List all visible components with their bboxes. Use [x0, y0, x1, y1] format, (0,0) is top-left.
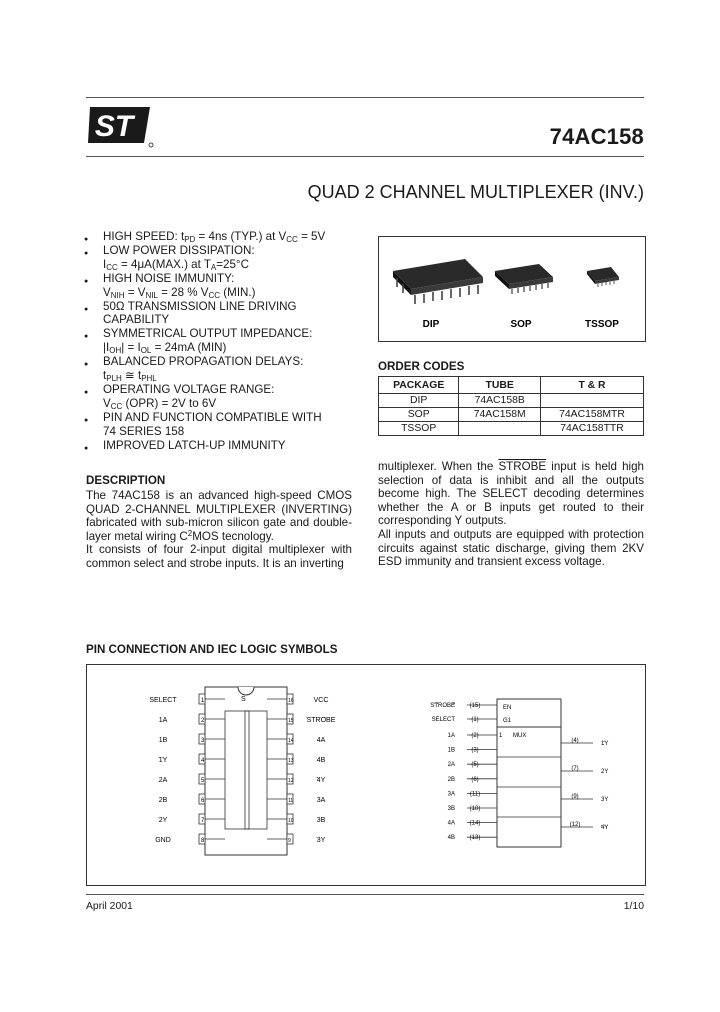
- pin-number-left: 7: [201, 818, 205, 824]
- pin-number-right: 16: [288, 698, 294, 704]
- feature-voltage: ● OPERATING VOLTAGE RANGE: $V_{CC}$ (OPR) = 2V to 6V: [84, 382, 275, 411]
- iec-input-number: (11): [469, 791, 481, 798]
- pin-number-right: 13: [288, 758, 294, 764]
- pin-label-right: STROBE: [306, 717, 336, 724]
- description-heading: DESCRIPTION: [86, 474, 166, 487]
- top-rule: [86, 97, 644, 98]
- iec-g-label: G1: [503, 718, 512, 724]
- pin-number-left: 3: [201, 738, 205, 744]
- pin-connection-diagram: [87, 665, 645, 885]
- pin-number-left: 4: [201, 758, 205, 764]
- table-row: [379, 422, 644, 436]
- pin-number-left: 2: [201, 718, 205, 724]
- iec-input-number: (13): [469, 835, 481, 842]
- pin-number-left: 8: [201, 838, 205, 844]
- feature-latch: ● IMPROVED LATCH-UP IMMUNITY: [84, 438, 286, 452]
- package-label-sop: SOP: [510, 319, 532, 330]
- pin-label-left: 2B: [158, 797, 168, 804]
- pin-label-right: VCC: [313, 697, 329, 704]
- cell: SOP: [379, 408, 459, 422]
- iec-output-label: 4Y: [601, 825, 609, 831]
- chip-notch: [238, 687, 254, 695]
- pin-number-right: 12: [288, 778, 294, 784]
- cell: 74AC158MTR: [541, 408, 644, 422]
- feature-impedance: ● SYMMETRICAL OUTPUT IMPEDANCE: $|I_{OH}| = I_{OL} = 24mA$ (MIN): [84, 327, 313, 356]
- pin-label-right: 4Y: [316, 777, 326, 784]
- chip-outline: [205, 687, 287, 855]
- iec-output-label: 2Y: [601, 769, 609, 775]
- iec-input-number: (14): [469, 820, 481, 827]
- iec-output-label: 1Y: [601, 741, 609, 747]
- pin-number-right: 14: [288, 738, 294, 744]
- page-title: QUAD 2 CHANNEL MULTIPLEXER (INV.): [307, 182, 644, 202]
- footer-page: 1/10: [623, 901, 644, 912]
- description-left: The 74AC158 is an advanced high-speed CMOS QUAD 2-CHANNEL MULTIPLEXER (INVERTING) fabricated with sub-micron silicon gate and double-layer metal wiring $C^2MOS$ tecnology. It consists of four 2-input digital multiplexer with common select and strobe inputs. It is an inverting: [86, 489, 352, 570]
- pin-section-title: PIN CONNECTION AND IEC LOGIC SYMBOLS: [86, 643, 338, 656]
- iec-input-label: 1B: [447, 747, 455, 754]
- table-header-row: [379, 377, 644, 394]
- pin-label-left: SELECT: [149, 697, 177, 704]
- iec-input-label: 3B: [447, 806, 455, 812]
- cell: TSSOP: [379, 422, 459, 436]
- pin-diagram-box: [86, 664, 646, 886]
- iec-input-label: 4A: [447, 820, 455, 827]
- package-label-tssop: TSSOP: [585, 319, 619, 330]
- pin-label-left: 1Y: [158, 757, 168, 764]
- col-tube: TUBE: [459, 377, 541, 394]
- col-package: PACKAGE: [379, 377, 459, 394]
- pin-number-left: 5: [201, 778, 205, 784]
- iec-input-label: 3A: [447, 791, 455, 798]
- col-tr: T & R: [541, 377, 644, 394]
- pin-number-right: 11: [288, 798, 294, 804]
- iec-one-label: 1: [499, 733, 503, 739]
- st-logo-icon: [86, 105, 156, 149]
- pin-number-right: 15: [288, 718, 294, 724]
- iec-output-number: (7): [571, 766, 579, 772]
- header-rule: [86, 156, 644, 157]
- footer-date: April 2001: [86, 901, 133, 912]
- feature-noise: ● HIGH NOISE IMMUNITY: $V_{NIH} = V_{NIL} = 28$ % $V_{CC}$ (MIN.): [84, 271, 256, 300]
- iec-input-number: (5): [471, 762, 479, 769]
- iec-input-label: 1A: [447, 733, 455, 739]
- pin-number-right: 10: [288, 818, 294, 824]
- footer-rule: [86, 894, 644, 895]
- iec-input-label: STROBE: [430, 703, 455, 709]
- table-row: [379, 394, 644, 408]
- iec-output-number: (9): [571, 794, 579, 800]
- iec-input-label: 2A: [447, 762, 455, 769]
- pin-number-left: 1: [201, 698, 205, 704]
- package-label-dip: DIP: [422, 319, 440, 330]
- feature-line: ● 50Ω TRANSMISSION LINE DRIVING CAPABILITY: [84, 299, 297, 327]
- iec-input-number: (3): [471, 747, 479, 754]
- order-codes-title: ORDER CODES: [378, 360, 465, 373]
- sop-package-icon: [495, 264, 553, 294]
- cell: 74AC158TTR: [541, 422, 644, 436]
- iec-input-number: (10): [469, 806, 481, 812]
- iec-output-label: 3Y: [601, 797, 609, 803]
- cell: 74AC158B: [459, 394, 541, 408]
- iec-output-number: (12): [569, 822, 581, 828]
- table-row: [379, 408, 644, 422]
- iec-output-number: (4): [571, 738, 579, 744]
- feature-list: [84, 230, 364, 453]
- package-box: [378, 236, 646, 342]
- pin-label-right: 4A: [316, 737, 326, 744]
- iec-input-label: 4B: [447, 835, 455, 842]
- tssop-package-icon: [587, 267, 619, 287]
- iec-input-number: (6): [471, 776, 479, 783]
- pin-label-right: 3Y: [316, 837, 326, 844]
- iec-input-number: (1): [471, 717, 479, 723]
- feature-power: ● LOW POWER DISSIPATION: $I_{CC} = 4\mu A(MAX.)$ at $T_A=25^\circ C$: [84, 243, 255, 272]
- iec-input-label: 2B: [447, 776, 455, 783]
- iec-mux-label: MUX: [513, 733, 527, 739]
- logo-text: ST: [94, 110, 134, 143]
- iec-input-number: (15): [469, 703, 481, 709]
- pin-number-right: 9: [288, 838, 291, 844]
- description-right: multiplexer. When the STROBE input is held high selection of data is inhibit and all the outputs become high. The SELECT decoding determines whether the A or B inputs get routed to their corresponding Y outputs. All inputs and outputs are equipped with protection circuits against static discharge, giving them 2KV ESD immunity and transient excess voltage.: [378, 460, 644, 569]
- pin-label-right: 3A: [316, 797, 326, 804]
- pin-label-left: 1A: [158, 717, 168, 724]
- pin-label-left: 1B: [158, 737, 168, 744]
- package-illustrations: [379, 237, 645, 341]
- mux-block-right: [245, 711, 267, 829]
- pin-label-left: GND: [155, 837, 171, 844]
- cell: DIP: [379, 394, 459, 408]
- iec-input-number: (2): [471, 733, 479, 739]
- iec-en-label: EN: [503, 705, 512, 711]
- cell: [541, 394, 644, 408]
- cell: 74AC158M: [459, 408, 541, 422]
- part-number: 74AC158: [549, 124, 644, 149]
- iec-input-label: SELECT: [431, 717, 455, 723]
- order-codes-table: [378, 376, 644, 436]
- cell: [459, 422, 541, 436]
- pin-label-left: 2A: [158, 777, 168, 784]
- feature-delays: ● BALANCED PROPAGATION DELAYS: $t_{PLH}$ ≅ $t_{PHL}$: [84, 355, 304, 384]
- feature-speed: ● HIGH SPEED: $t_{PD} = 4ns$ (TYP.) at $V_{CC} = 5V$: [84, 230, 326, 244]
- select-label: S: [241, 696, 246, 703]
- dip-package-icon: [393, 259, 483, 304]
- pin-number-left: 6: [201, 798, 205, 804]
- pin-label-right: 4B: [316, 757, 326, 764]
- feature-compat: ● PIN AND FUNCTION COMPATIBLE WITH 74 SERIES 158: [84, 410, 322, 438]
- pin-label-right: 3B: [316, 817, 326, 824]
- pin-label-left: 2Y: [158, 817, 168, 824]
